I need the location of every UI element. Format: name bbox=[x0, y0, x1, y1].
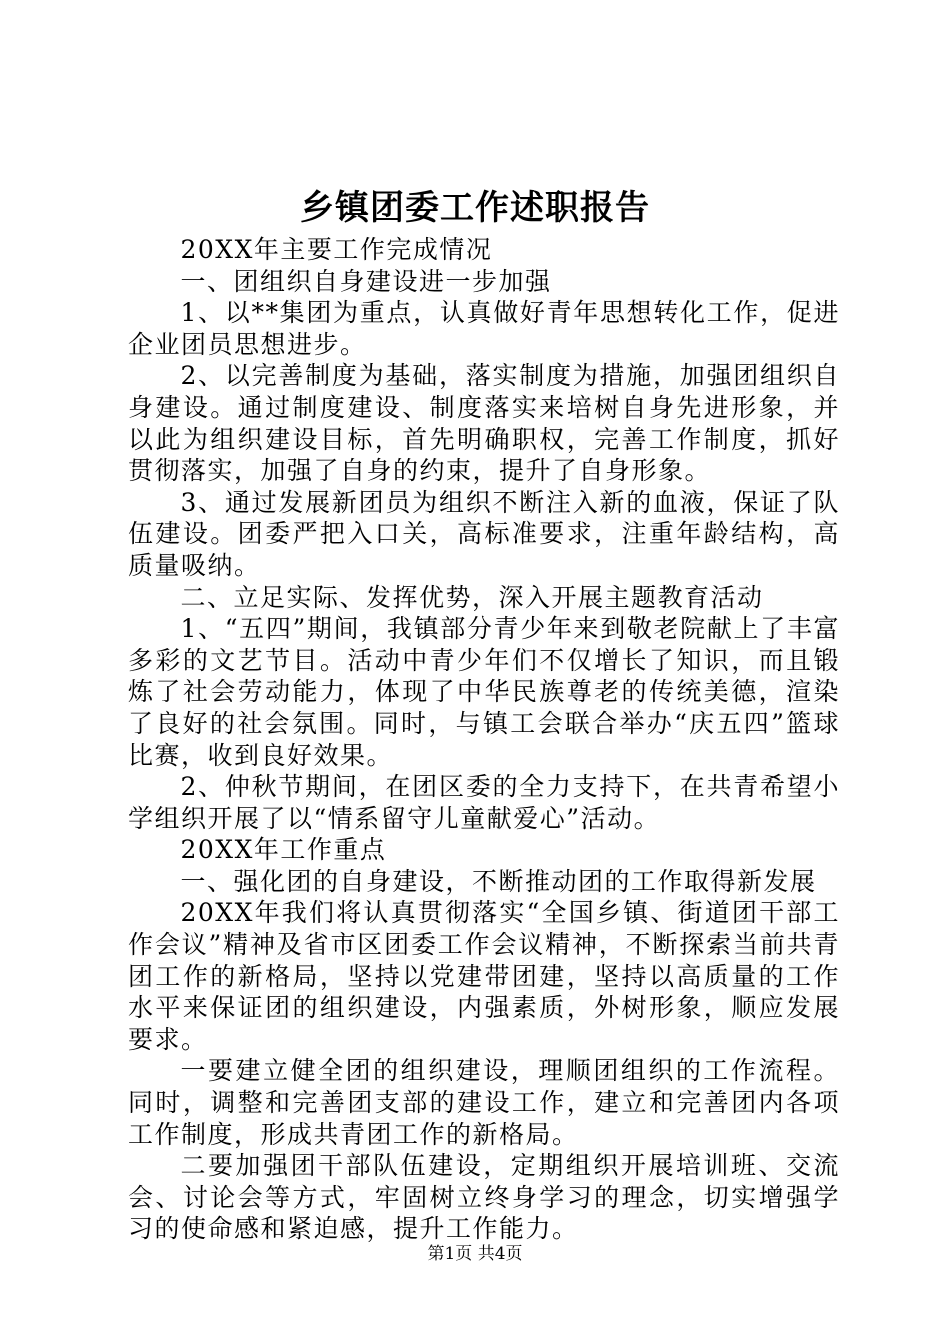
subsection-heading: 一、团组织自身建设进一步加强 bbox=[180, 266, 552, 296]
section-heading: 20XX年工作重点 bbox=[180, 835, 387, 865]
subsection-heading: 二、立足实际、发挥优势，深入开展主题教育活动 bbox=[180, 582, 764, 612]
paragraph: 二要加强团干部队伍建设，定期组织开展培训班、交流会、讨论会等方式，牢固树立终身学习的理念，切实增强学习的使命感和紧迫感，提升工作能力。 bbox=[128, 1151, 840, 1244]
paragraph: 2、仲秋节期间，在团区委的全力支持下，在共青希望小学组织开展了以“情系留守儿童献爱心”活动。 bbox=[128, 772, 840, 833]
section-heading: 20XX年主要工作完成情况 bbox=[180, 235, 493, 264]
paragraph: 1、以**集团为重点，认真做好青年思想转化工作，促进企业团员思想进步。 bbox=[128, 298, 840, 359]
paragraph: 1、“五四”期间，我镇部分青少年来到敬老院献上了丰富多彩的文艺节目。活动中青少年们不仅增长了知识，而且锻炼了社会劳动能力，体现了中华民族尊老的传统美德，渲染了良好的社会氛围。同时，与镇工会联合举办“庆五四”篮球比赛，收到良好效果。 bbox=[128, 614, 840, 770]
document-title: 乡镇团委工作述职报告 bbox=[300, 188, 650, 228]
paragraph: 3、通过发展新团员为组织不断注入新的血液，保证了队伍建设。团委严把入口关，高标准要求，注重年龄结构，高质量吸纳。 bbox=[128, 487, 840, 580]
page-footer: 第1页 共4页 bbox=[427, 1244, 523, 1264]
paragraph: 一要建立健全团的组织建设，理顺团组织的工作流程。同时，调整和完善团支部的建设工作，建立和完善团内各项工作制度，形成共青团工作的新格局。 bbox=[128, 1056, 840, 1149]
paragraph: 2、以完善制度为基础，落实制度为措施，加强团组织自身建设。通过制度建设、制度落实来培树自身先进形象，并以此为组织建设目标，首先明确职权，完善工作制度，抓好贯彻落实，加强了自身的约束，提升了自身形象。 bbox=[128, 361, 840, 486]
subsection-heading: 一、强化团的自身建设，不断推动团的工作取得新发展 bbox=[180, 866, 817, 896]
paragraph: 20XX年我们将认真贯彻落实“全国乡镇、街道团干部工作会议”精神及省市区团委工作会议精神，不断探索当前共青团工作的新格局，坚持以党建带团建，坚持以高质量的工作水平来保证团的组织建设，内强素质，外树形象，顺应发展要求。 bbox=[128, 898, 840, 1054]
document-body bbox=[128, 234, 840, 1245]
